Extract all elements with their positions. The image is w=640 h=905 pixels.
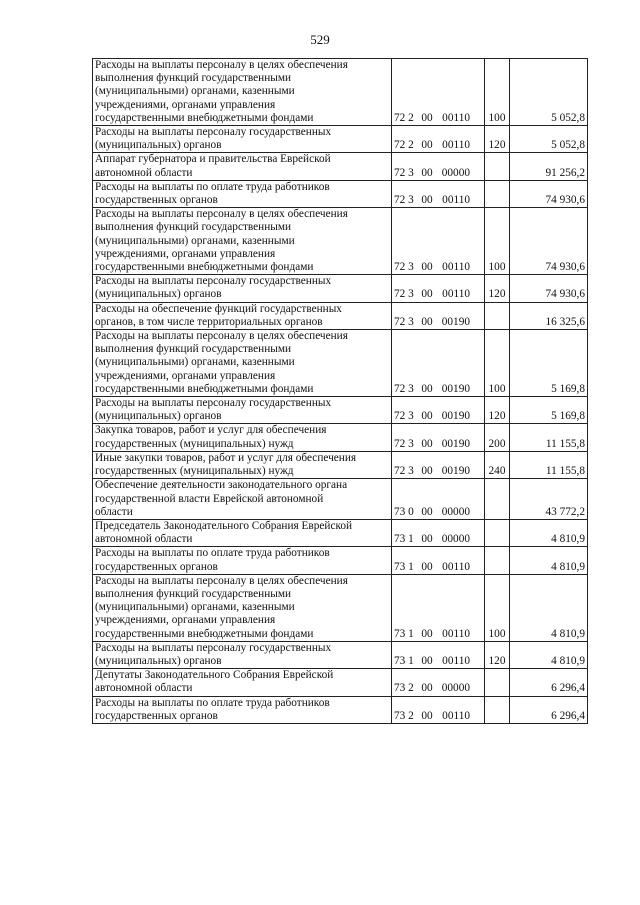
code-part: 2 — [408, 682, 414, 695]
expense-name-line: Закупка товаров, работ и услуг для обеспечения — [95, 424, 327, 437]
expense-name-line: автономной области — [95, 682, 193, 695]
amount-cell: 5 052,8 — [510, 59, 588, 126]
table-row — [93, 641, 588, 668]
expense-type-cell: 100 — [485, 59, 510, 126]
expense-type-cell: 100 — [485, 330, 510, 397]
expense-name-cell — [93, 519, 392, 546]
expense-name-line: органов, в том числе территориальных органов — [95, 315, 323, 328]
code-part: 00190 — [441, 410, 470, 423]
table-row — [93, 59, 588, 126]
expense-name-cell — [93, 126, 392, 153]
code-part: 00 — [421, 111, 433, 124]
expense-name-line: учреждениями, органами управления — [95, 98, 276, 111]
code-part: 72 — [394, 139, 406, 152]
code-part: 73 — [394, 505, 406, 518]
budget-table — [92, 58, 588, 724]
expense-name-line: (муниципальными) органами, казенными — [95, 234, 295, 247]
code-part: 2 — [408, 111, 414, 124]
classification-code-cell — [392, 302, 485, 329]
expense-type-cell: 240 — [485, 451, 510, 478]
code-part: 3 — [408, 315, 414, 328]
expense-name-line: Расходы на выплаты по оплате труда работников — [95, 696, 330, 709]
expense-type-cell: 100 — [485, 208, 510, 275]
code-part: 00 — [421, 560, 433, 573]
code-part: 2 — [408, 139, 414, 152]
code-part: 72 — [394, 410, 406, 423]
code-part: 1 — [408, 627, 414, 640]
expense-name-line: области — [95, 505, 133, 518]
code-part: 00190 — [441, 382, 470, 395]
amount-cell: 4 810,9 — [510, 641, 588, 668]
code-part: 00 — [421, 505, 433, 518]
code-part: 1 — [408, 654, 414, 667]
code-part: 00 — [421, 194, 433, 207]
table-row — [93, 424, 588, 451]
expense-type-cell: 100 — [485, 574, 510, 641]
expense-name-line: Расходы на выплаты персоналу в целях обеспечения — [95, 330, 348, 343]
code-part: 00190 — [441, 315, 470, 328]
classification-code-cell — [392, 574, 485, 641]
expense-name-line: выполнения функций государственными — [95, 343, 292, 356]
code-part: 2 — [408, 709, 414, 722]
code-part: 00110 — [442, 194, 470, 207]
code-part: 00 — [421, 654, 433, 667]
expense-name-cell — [93, 479, 392, 520]
expense-name-line: Расходы на выплаты персоналу в целях обеспечения — [95, 59, 348, 71]
table-row — [93, 574, 588, 641]
expense-name-cell — [93, 275, 392, 302]
expense-name-line: (муниципальных) органов — [95, 139, 222, 152]
code-part: 00190 — [441, 437, 470, 450]
code-part: 1 — [408, 533, 414, 546]
amount-cell: 91 256,2 — [510, 153, 588, 180]
expense-name-line: Расходы на выплаты персоналу в целях обеспечения — [95, 208, 348, 221]
expense-name-cell — [93, 330, 392, 397]
expense-name-line: государственными внебюджетными фондами — [95, 111, 314, 124]
code-part: 72 — [394, 437, 406, 450]
code-part: 0 — [408, 505, 414, 518]
expense-name-line: выполнения функций государственными — [95, 72, 292, 85]
code-part: 00110 — [442, 654, 470, 667]
amount-cell: 74 930,6 — [510, 180, 588, 207]
expense-name-line: Расходы на выплаты персоналу государственных — [95, 397, 332, 410]
code-part: 72 — [394, 382, 406, 395]
code-part: 00 — [421, 682, 433, 695]
code-part: 72 — [394, 315, 406, 328]
expense-name-cell — [93, 180, 392, 207]
expense-name-line: (муниципальными) органами, казенными — [95, 601, 295, 614]
page-number: 529 — [310, 32, 330, 47]
expense-name-line: Расходы на выплаты персоналу государственных — [95, 641, 332, 654]
code-part: 00 — [421, 315, 433, 328]
table-row — [93, 330, 588, 397]
code-part: 00000 — [441, 533, 470, 546]
table-row — [93, 479, 588, 520]
amount-cell: 74 930,6 — [510, 275, 588, 302]
code-part: 00000 — [441, 682, 470, 695]
table-row — [93, 126, 588, 153]
expense-type-cell: 120 — [485, 275, 510, 302]
classification-code-cell — [392, 126, 485, 153]
expense-name-cell — [93, 208, 392, 275]
expense-name-cell — [93, 397, 392, 424]
expense-name-line: Расходы на обеспечение функций государственных — [95, 302, 342, 315]
expense-name-line: Расходы на выплаты персоналу государственных — [95, 275, 332, 288]
code-part: 00 — [421, 166, 433, 179]
amount-cell: 6 296,4 — [510, 696, 588, 723]
expense-type-cell: 120 — [485, 126, 510, 153]
table-row — [93, 696, 588, 723]
amount-cell: 4 810,9 — [510, 519, 588, 546]
expense-name-line: государственных органов — [95, 709, 218, 722]
amount-cell: 5 169,8 — [510, 397, 588, 424]
amount-cell: 11 155,8 — [510, 451, 588, 478]
expense-name-line: государственными внебюджетными фондами — [95, 627, 314, 640]
table-row — [93, 451, 588, 478]
code-part: 72 — [394, 261, 406, 274]
expense-type-cell: 120 — [485, 641, 510, 668]
expense-name-line: выполнения функций государственными — [95, 221, 292, 234]
code-part: 00190 — [441, 465, 470, 478]
classification-code-cell — [392, 451, 485, 478]
expense-name-line: автономной области — [95, 166, 193, 179]
amount-cell: 4 810,9 — [510, 547, 588, 574]
code-part: 73 — [394, 560, 406, 573]
expense-name-line: Председатель Законодательного Собрания Еврейской — [95, 519, 353, 532]
code-part: 00110 — [442, 709, 470, 722]
expense-name-line: учреждениями, органами управления — [95, 247, 276, 260]
classification-code-cell — [392, 479, 485, 520]
expense-name-line: учреждениями, органами управления — [95, 614, 276, 627]
code-part: 00 — [421, 437, 433, 450]
code-part: 00 — [421, 627, 433, 640]
expense-name-cell — [93, 547, 392, 574]
code-part: 72 — [394, 111, 406, 124]
code-part: 00000 — [441, 166, 470, 179]
code-part: 72 — [394, 194, 406, 207]
amount-cell: 5 169,8 — [510, 330, 588, 397]
code-part: 00 — [421, 382, 433, 395]
expense-name-line: Депутаты Законодательного Собрания Еврейской — [95, 669, 334, 682]
code-part: 3 — [408, 437, 414, 450]
expense-type-cell — [485, 479, 510, 520]
expense-name-line: Расходы на выплаты по оплате труда работников — [95, 180, 330, 193]
expense-name-cell — [93, 59, 392, 126]
code-part: 3 — [408, 465, 414, 478]
amount-cell: 11 155,8 — [510, 424, 588, 451]
expense-type-cell — [485, 302, 510, 329]
code-part: 73 — [394, 627, 406, 640]
expense-name-line: (муниципальных) органов — [95, 410, 222, 423]
code-part: 00110 — [442, 288, 470, 301]
code-part: 3 — [408, 288, 414, 301]
code-part: 3 — [408, 410, 414, 423]
code-part: 00 — [421, 139, 433, 152]
classification-code-cell — [392, 641, 485, 668]
code-part: 00110 — [442, 111, 470, 124]
classification-code-cell — [392, 424, 485, 451]
expense-name-line: государственными внебюджетными фондами — [95, 261, 314, 274]
classification-code-cell — [392, 275, 485, 302]
amount-cell: 16 325,6 — [510, 302, 588, 329]
expense-name-cell — [93, 669, 392, 696]
classification-code-cell — [392, 180, 485, 207]
code-part: 00 — [421, 465, 433, 478]
amount-cell: 6 296,4 — [510, 669, 588, 696]
classification-code-cell — [392, 669, 485, 696]
expense-name-line: автономной области — [95, 533, 193, 546]
classification-code-cell — [392, 153, 485, 180]
budget-table-body — [93, 59, 588, 724]
expense-name-cell — [93, 574, 392, 641]
expense-name-line: Обеспечение деятельности законодательного органа — [95, 479, 348, 492]
code-part: 00110 — [442, 261, 470, 274]
expense-type-cell — [485, 696, 510, 723]
expense-name-line: государственных органов — [95, 560, 218, 573]
expense-type-cell — [485, 669, 510, 696]
code-part: 3 — [408, 382, 414, 395]
expense-name-line: выполнения функций государственными — [95, 587, 292, 600]
expense-name-line: (муниципальных) органов — [95, 288, 222, 301]
expense-type-cell: 120 — [485, 397, 510, 424]
expense-name-line: государственной власти Еврейской автономной — [95, 492, 324, 505]
expense-name-cell — [93, 641, 392, 668]
table-row — [93, 153, 588, 180]
code-part: 00 — [421, 261, 433, 274]
expense-name-line: Аппарат губернатора и правительства Еврейской — [95, 153, 331, 166]
expense-name-line: учреждениями, органами управления — [95, 369, 276, 382]
classification-code-cell — [392, 330, 485, 397]
code-part: 72 — [394, 288, 406, 301]
code-part: 73 — [394, 654, 406, 667]
classification-code-cell — [392, 59, 485, 126]
code-part: 00110 — [442, 627, 470, 640]
code-part: 72 — [394, 166, 406, 179]
expense-type-cell — [485, 547, 510, 574]
expense-name-line: государственных (муниципальных) нужд — [95, 437, 294, 450]
code-part: 00 — [421, 533, 433, 546]
code-part: 72 — [394, 465, 406, 478]
amount-cell: 5 052,8 — [510, 126, 588, 153]
expense-name-cell — [93, 302, 392, 329]
code-part: 00110 — [442, 139, 470, 152]
code-part: 1 — [408, 560, 414, 573]
expense-type-cell: 200 — [485, 424, 510, 451]
expense-name-cell — [93, 153, 392, 180]
table-row — [93, 519, 588, 546]
code-part: 00 — [421, 410, 433, 423]
code-part: 00 — [421, 288, 433, 301]
table-row — [93, 208, 588, 275]
table-row — [93, 180, 588, 207]
code-part: 73 — [394, 709, 406, 722]
classification-code-cell — [392, 519, 485, 546]
expense-name-line: государственных (муниципальных) нужд — [95, 465, 294, 478]
amount-cell: 4 810,9 — [510, 574, 588, 641]
expense-name-cell — [93, 451, 392, 478]
code-part: 3 — [408, 166, 414, 179]
code-part: 00 — [421, 709, 433, 722]
amount-cell: 43 772,2 — [510, 479, 588, 520]
expense-name-line: Расходы на выплаты персоналу в целях обеспечения — [95, 574, 348, 587]
expense-name-line: Расходы на выплаты персоналу государственных — [95, 126, 332, 139]
code-part: 3 — [408, 261, 414, 274]
code-part: 73 — [394, 533, 406, 546]
classification-code-cell — [392, 208, 485, 275]
classification-code-cell — [392, 547, 485, 574]
code-part: 3 — [408, 194, 414, 207]
expense-name-line: государственных органов — [95, 194, 218, 207]
expense-name-line: (муниципальными) органами, казенными — [95, 356, 295, 369]
expense-name-line: Расходы на выплаты по оплате труда работников — [95, 547, 330, 560]
amount-cell: 74 930,6 — [510, 208, 588, 275]
table-row — [93, 669, 588, 696]
expense-type-cell — [485, 153, 510, 180]
table-row — [93, 547, 588, 574]
expense-name-cell — [93, 424, 392, 451]
code-part: 00000 — [441, 505, 470, 518]
expense-name-line: Иные закупки товаров, работ и услуг для обеспечения — [95, 451, 357, 464]
expense-name-line: (муниципальными) органами, казенными — [95, 85, 295, 98]
expense-type-cell — [485, 180, 510, 207]
classification-code-cell — [392, 397, 485, 424]
table-row — [93, 275, 588, 302]
expense-name-line: (муниципальных) органов — [95, 654, 222, 667]
classification-code-cell — [392, 696, 485, 723]
code-part: 73 — [394, 682, 406, 695]
table-row — [93, 397, 588, 424]
expense-name-line: государственными внебюджетными фондами — [95, 382, 314, 395]
expense-type-cell — [485, 519, 510, 546]
table-row — [93, 302, 588, 329]
code-part: 00110 — [442, 560, 470, 573]
expense-name-cell — [93, 696, 392, 723]
